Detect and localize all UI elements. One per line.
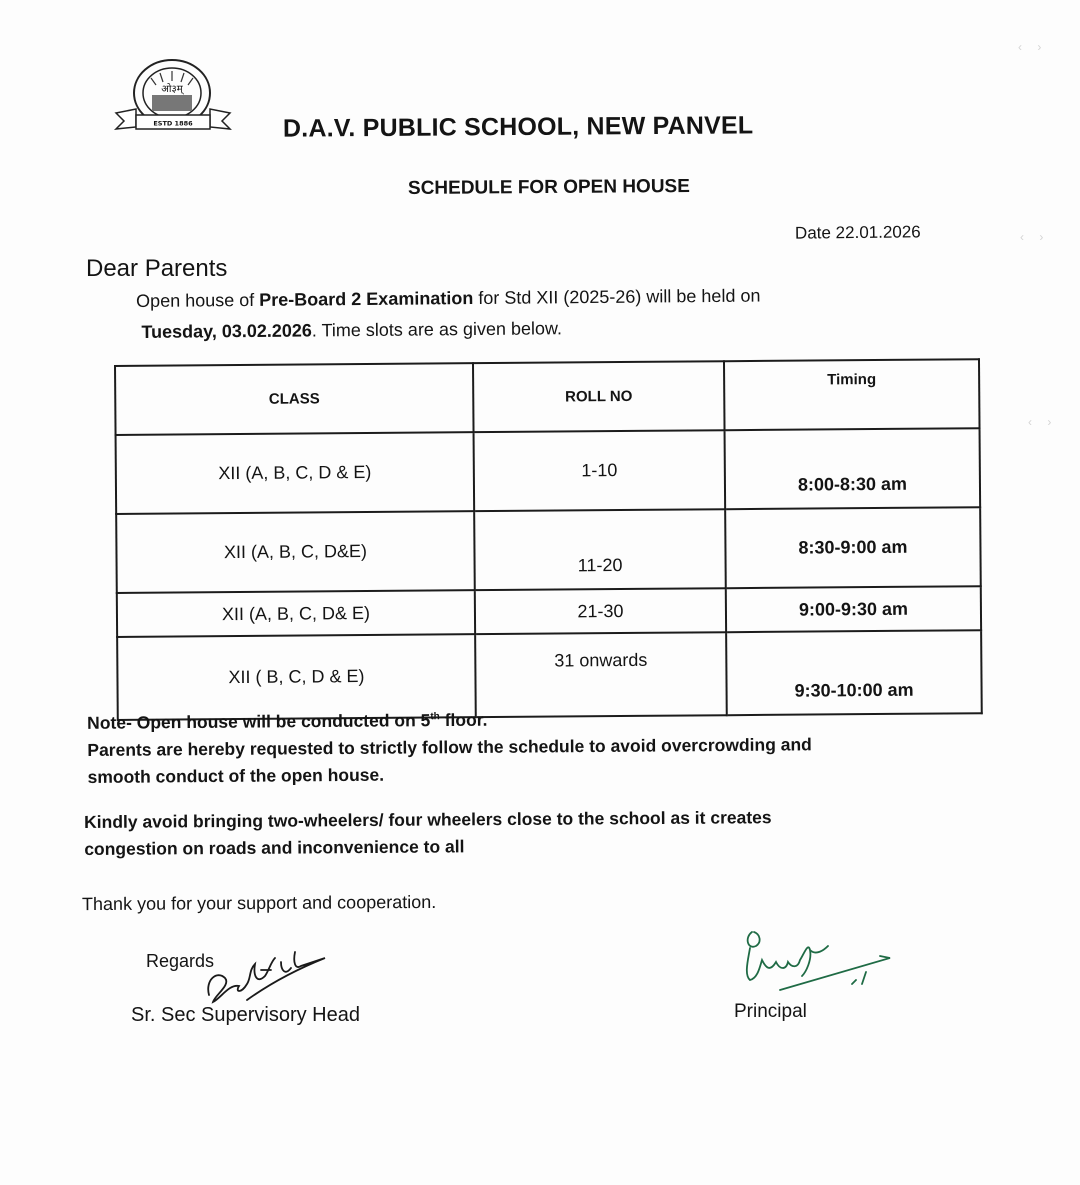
intro-text: . Time slots are as given below. bbox=[311, 318, 563, 341]
bleed-through-mark: ‹ › bbox=[1028, 415, 1058, 429]
bleed-through-mark: ‹ › bbox=[1018, 40, 1048, 54]
cell-roll-no: 21-30 bbox=[475, 588, 726, 634]
salutation: Dear Parents bbox=[86, 255, 228, 282]
cell-timing: 9:00-9:30 am bbox=[726, 586, 981, 632]
cell-class: XII (A, B, C, D& E) bbox=[117, 590, 475, 637]
note-text: Note- Open house will be conducted on 5 bbox=[87, 710, 431, 733]
table-row bbox=[117, 586, 981, 637]
principal-designation: Principal bbox=[734, 1001, 807, 1022]
note-block bbox=[87, 700, 812, 791]
note-text: floor. bbox=[439, 709, 488, 731]
schedule-table bbox=[114, 358, 983, 721]
thank-you-line: Thank you for your support and cooperation. bbox=[81, 891, 437, 915]
exam-name: Pre-Board 2 Examination bbox=[259, 288, 474, 310]
school-logo-icon bbox=[112, 55, 238, 139]
principal-signature-icon bbox=[740, 920, 900, 1005]
intro-paragraph bbox=[136, 281, 761, 348]
supervisor-designation: Sr. Sec Supervisory Head bbox=[131, 1004, 360, 1026]
cell-timing: 8:00-8:30 am bbox=[725, 428, 981, 509]
logo-text: ओ३म् bbox=[161, 84, 183, 95]
table-header-row bbox=[115, 359, 980, 435]
cell-roll-no: 31 onwards bbox=[475, 632, 727, 717]
logo-band-text: ESTD 1886 bbox=[153, 119, 193, 128]
note-superscript: th bbox=[430, 711, 440, 723]
regards-label: Regards bbox=[146, 951, 215, 971]
document-subtitle: SCHEDULE FOR OPEN HOUSE bbox=[407, 176, 690, 199]
request-text: Parents are hereby requested to strictly follow the schedule to avoid overcrowding and bbox=[87, 734, 812, 760]
header-roll-no: ROLL NO bbox=[473, 361, 725, 432]
cell-timing: 9:30-10:00 am bbox=[726, 630, 982, 715]
traffic-text: congestion on roads and inconvenience to all bbox=[84, 836, 465, 859]
intro-text: for Std XII (2025-26) will be held on bbox=[473, 285, 761, 309]
traffic-advisory bbox=[84, 804, 772, 863]
header-timing: Timing bbox=[724, 359, 980, 430]
intro-text: Open house of bbox=[136, 289, 260, 311]
cell-roll-no: 11-20 bbox=[474, 509, 726, 590]
cell-class: XII ( B, C, D & E) bbox=[117, 634, 476, 720]
table-row bbox=[116, 428, 981, 514]
cell-timing: 8:30-9:00 am bbox=[725, 507, 981, 588]
open-house-date: Tuesday, 03.02.2026 bbox=[141, 320, 312, 342]
request-text: smooth conduct of the open house. bbox=[87, 764, 385, 787]
header-class: CLASS bbox=[115, 363, 474, 435]
traffic-text: Kindly avoid bringing two-wheelers/ four wheelers close to the school as it creates bbox=[84, 807, 772, 832]
bleed-through-mark: ‹ › bbox=[1020, 230, 1050, 244]
cell-class: XII (A, B, C, D&E) bbox=[116, 511, 475, 593]
cell-class: XII (A, B, C, D & E) bbox=[116, 432, 475, 514]
cell-roll-no: 1-10 bbox=[474, 430, 726, 511]
school-name: D.A.V. PUBLIC SCHOOL, NEW PANVEL bbox=[282, 111, 754, 143]
document-date: Date 22.01.2026 bbox=[794, 222, 921, 243]
table-row bbox=[116, 507, 981, 593]
